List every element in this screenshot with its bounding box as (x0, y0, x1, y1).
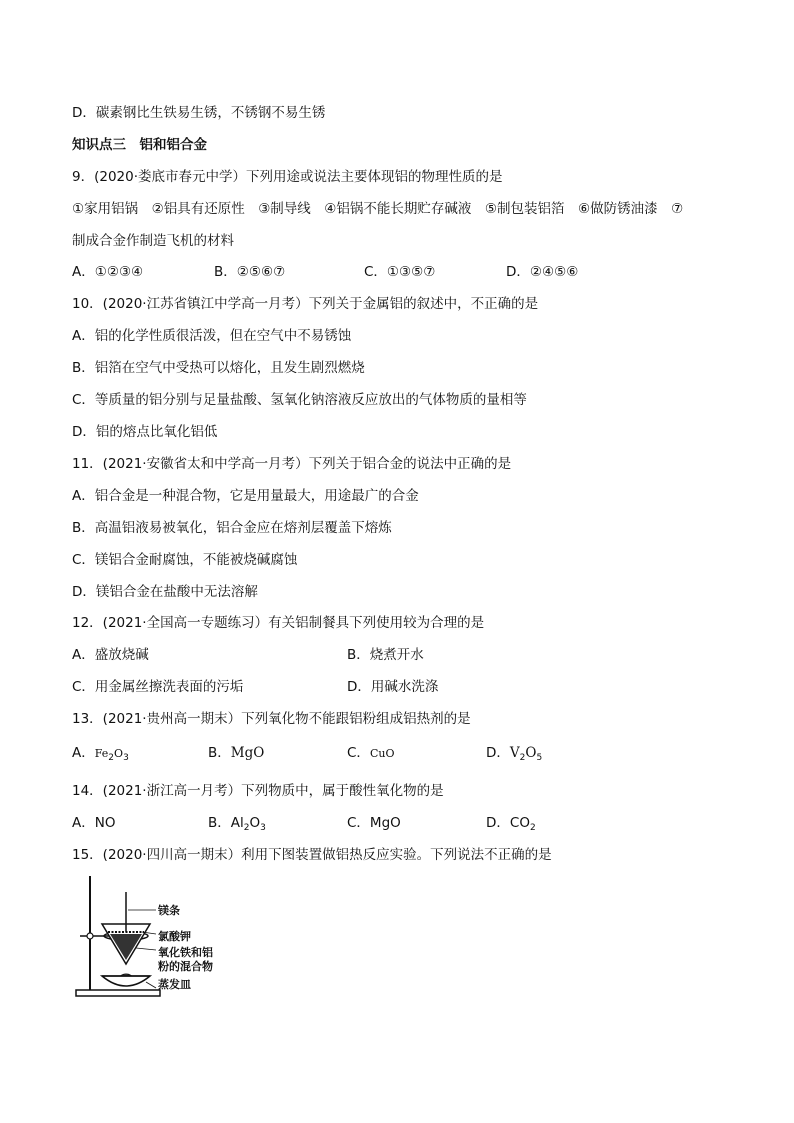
question-12: 12．(2021·全国高一专题练习）有关铝制餐具下列使用较为合理的是 (72, 615, 485, 631)
q14-option-d: D．$CO_2$ (486, 815, 536, 833)
question-9-items-line1: ①家用铝锅 ②铝具有还原性 ③制导线 ④铝锅不能长期贮存碱液 ⑤制包装铝箔 ⑥做防锈油漆 ⑦ (72, 201, 684, 217)
label-mixture-1: 氧化铁和铝 (158, 946, 213, 959)
question-14: 14．(2021·浙江高一月考）下列物质中，属于酸性氧化物的是 (72, 783, 444, 799)
clamp-knob (87, 933, 93, 939)
q9-option-a: A．①②③④ (72, 264, 144, 280)
stand-base (76, 990, 160, 996)
q9-option-c: C．①③⑤⑦ (364, 264, 436, 280)
question-11: 11．(2021·安徽省太和中学高一月考）下列关于铝合金的说法中正确的是 (72, 456, 512, 472)
section-heading: 知识点三 铝和铝合金 (72, 137, 207, 153)
evaporating-dish (102, 976, 150, 986)
question-9-items-line2: 制成合金作制造飞机的材料 (72, 233, 234, 249)
q8-option-d: D．碳素钢比生铁易生锈，不锈钢不易生锈 (72, 105, 326, 121)
q9-option-b: B．②⑤⑥⑦ (214, 264, 286, 280)
q12-option-a: A．盛放烧碱 (72, 647, 149, 663)
q14-option-b: B．$Al_2O_3$ (208, 815, 266, 833)
q12-option-d: D．用碱水洗涤 (347, 679, 439, 695)
q10-option-c: C．等质量的铝分别与足量盐酸、氢氧化钠溶液反应放出的气体物质的量相等 (72, 392, 527, 408)
question-10: 10．(2020·江苏省镇江中学高一月考）下列关于金属铝的叙述中，不正确的是 (72, 296, 539, 312)
leader-line-mixture (136, 948, 156, 950)
q13-option-a: A．$Fe_2O_3$ (72, 745, 129, 763)
leader-line-dish (146, 982, 156, 988)
q10-option-b: B．铝箔在空气中受热可以熔化，且发生剧烈燃烧 (72, 360, 365, 376)
q12-option-c: C．用金属丝擦洗表面的污垢 (72, 679, 244, 695)
label-kclo3: 氯酸钾 (158, 930, 191, 943)
label-dish: 蒸发皿 (158, 978, 191, 991)
q13-option-c: C．CuO (347, 745, 395, 761)
q13-option-b: B．MgO (208, 745, 265, 761)
q9-option-d: D．②④⑤⑥ (506, 264, 579, 280)
label-mg-ribbon: 镁条 (158, 904, 180, 917)
mixture-fill (110, 934, 142, 960)
q11-option-d: D．镁铝合金在盐酸中无法溶解 (72, 584, 258, 600)
question-9: 9．(2020·娄底市春元中学）下列用途或说法主要体现铝的物理性质的是 (72, 169, 503, 185)
q10-option-a: A．铝的化学性质很活泼，但在空气中不易锈蚀 (72, 328, 352, 344)
label-mixture-2: 粉的混合物 (158, 960, 213, 973)
q10-option-d: D．铝的熔点比氧化铝低 (72, 424, 218, 440)
q12-option-b: B．烧煮开水 (347, 647, 424, 663)
q11-option-c: C．镁铝合金耐腐蚀，不能被烧碱腐蚀 (72, 552, 298, 568)
q11-option-b: B．高温铝液易被氧化，铝合金应在熔剂层覆盖下熔炼 (72, 520, 392, 536)
question-15: 15．(2020·四川高一期末）利用下图装置做铝热反应实验。下列说法不正确的是 (72, 847, 552, 863)
q14-option-c: C．MgO (347, 815, 401, 831)
thermite-apparatus-figure (72, 872, 232, 1002)
q13-option-d: D．$V_2O_5$ (486, 745, 543, 763)
q14-option-a: A．NO (72, 815, 116, 831)
question-13: 13．(2021·贵州高一期末）下列氧化物不能跟铝粉组成铝热剂的是 (72, 711, 471, 727)
q11-option-a: A．铝合金是一种混合物，它是用量最大，用途最广的合金 (72, 488, 419, 504)
